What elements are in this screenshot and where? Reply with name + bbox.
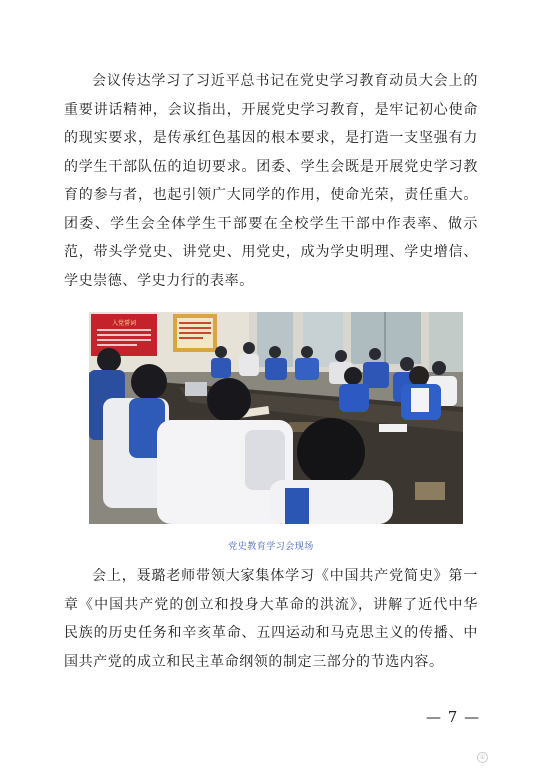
photo-caption: 党史教育学习会现场 [228,542,314,552]
page-number: — 7 — [426,708,481,726]
meeting-photo [89,312,463,524]
paragraph-study-session: 会上，聂璐老师带领大家集体学习《中国共产党简史》第一章《中国共产党的创立和投身大革命的洪流》，讲解了近代中华民族的历史任务和辛亥革命、五四运动和马克思主义的传播、中国共产党的成立和民主革命纲领的制定三部分的节选内容。 [64,568,478,670]
poster-title: 入党誓词 [111,320,137,327]
paragraph-meeting-summary: 会议传达学习了习近平总书记在党史学习教育动员大会上的重要讲话精神，会议指出，开展党史学习教育，是牢记初心使命的现实要求，是传承红色基因的根本要求，是打造一支坚强有力的学生干部队伍的迫切要求。团委、学生会既是开展党史学习教育的参与者，也起引领广大同学的作用，使命光荣，责任重大。团委、学生会全体学生干部要在全校学生干部中作表率、做示范，带头学党史、讲党史、用党史，成为学史明理、学史增信、学史崇德、学史力行的表率。 [64,73,478,289]
corner-mark: ① [477,752,488,763]
